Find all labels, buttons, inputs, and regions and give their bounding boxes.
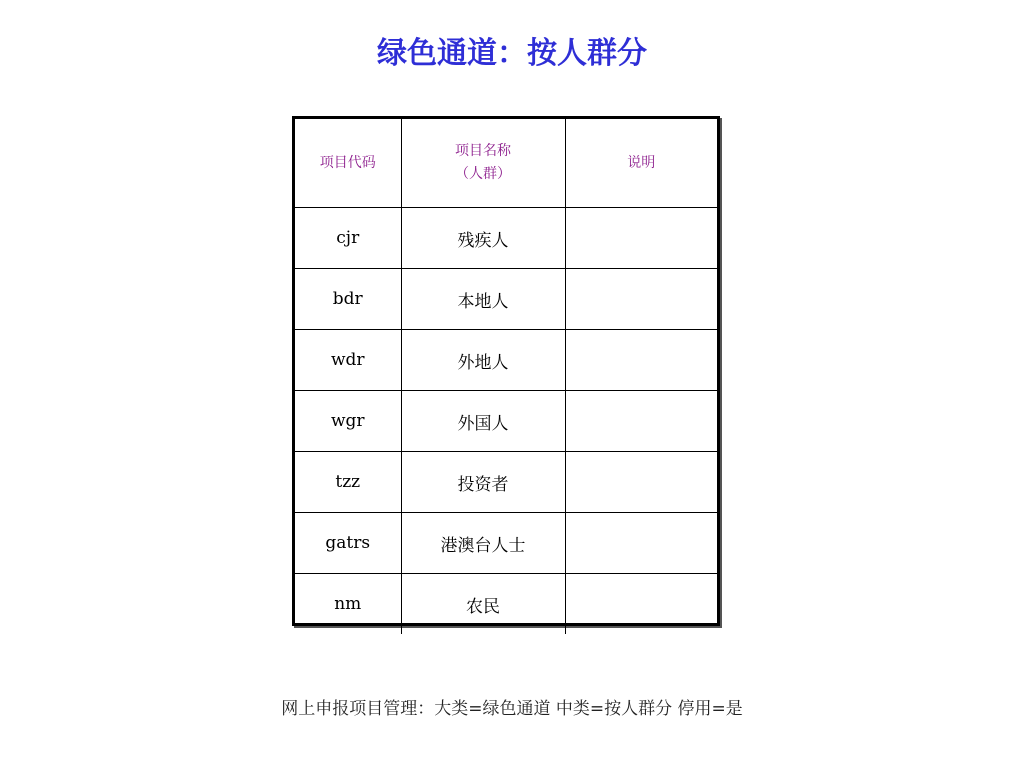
cell-code: gatrs <box>295 513 401 574</box>
cell-code: wgr <box>295 391 401 452</box>
header-name-line2: （人群） <box>455 166 511 182</box>
cell-name: 港澳台人士 <box>401 513 565 574</box>
cell-name: 外地人 <box>401 330 565 391</box>
cell-name: 本地人 <box>401 269 565 330</box>
cell-desc <box>565 391 717 452</box>
table-row <box>295 391 717 452</box>
cell-name: 农民 <box>401 574 565 635</box>
cell-desc <box>565 269 717 330</box>
cell-code: tzz <box>295 452 401 513</box>
table-row <box>295 574 717 635</box>
cell-desc <box>565 330 717 391</box>
cell-desc <box>565 208 717 269</box>
cell-code: bdr <box>295 269 401 330</box>
cell-name: 外国人 <box>401 391 565 452</box>
header-code: 项目代码 <box>295 119 401 208</box>
table-row <box>295 513 717 574</box>
cell-code: nm <box>295 574 401 635</box>
cell-name: 残疾人 <box>401 208 565 269</box>
table-row <box>295 208 717 269</box>
page-title: 绿色通道：按人群分 <box>377 36 647 71</box>
cell-desc <box>565 574 717 635</box>
project-code-table <box>292 116 720 626</box>
cell-code: cjr <box>295 208 401 269</box>
cell-desc <box>565 452 717 513</box>
footer-note: 网上申报项目管理：大类=绿色通道 中类=按人群分 停用=是 <box>281 699 743 719</box>
header-name-line1: 项目名称 <box>455 143 511 159</box>
table-row <box>295 269 717 330</box>
cell-desc <box>565 513 717 574</box>
header-name <box>401 119 565 208</box>
data-table <box>295 119 717 634</box>
table-header-row <box>295 119 717 208</box>
table-row <box>295 330 717 391</box>
header-desc: 说明 <box>565 119 717 208</box>
cell-name: 投资者 <box>401 452 565 513</box>
table-row <box>295 452 717 513</box>
cell-code: wdr <box>295 330 401 391</box>
